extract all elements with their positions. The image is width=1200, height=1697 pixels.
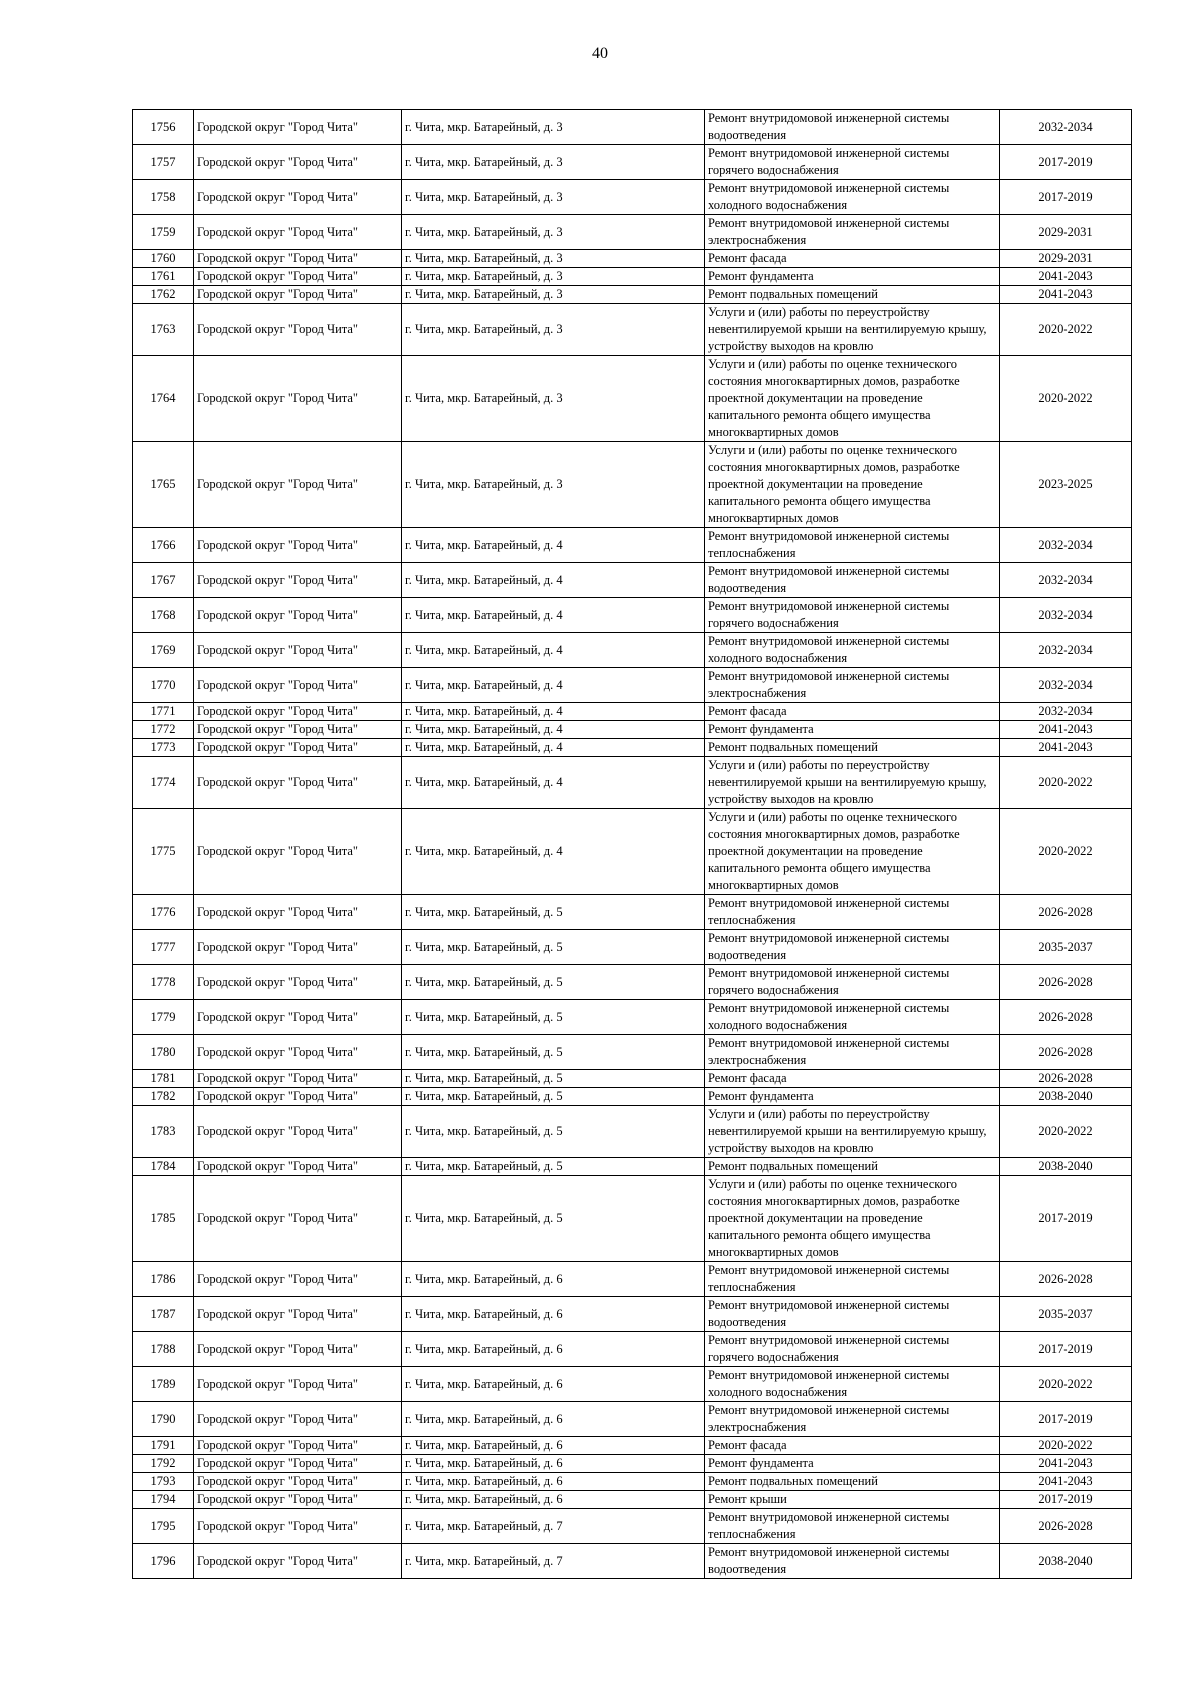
address-cell: г. Чита, мкр. Батарейный, д. 3 (402, 304, 705, 356)
address-cell: г. Чита, мкр. Батарейный, д. 4 (402, 703, 705, 721)
row-number-cell: 1769 (133, 633, 194, 668)
period-cell: 2017-2019 (1000, 1332, 1132, 1367)
municipality-cell: Городской округ "Город Чита" (194, 563, 402, 598)
row-number-cell: 1762 (133, 286, 194, 304)
address-cell: г. Чита, мкр. Батарейный, д. 3 (402, 110, 705, 145)
work-type-cell: Ремонт подвальных помещений (705, 739, 1000, 757)
row-number-cell: 1757 (133, 145, 194, 180)
municipality-cell: Городской округ "Город Чита" (194, 1473, 402, 1491)
address-cell: г. Чита, мкр. Батарейный, д. 6 (402, 1332, 705, 1367)
address-cell: г. Чита, мкр. Батарейный, д. 6 (402, 1367, 705, 1402)
municipality-cell: Городской округ "Город Чита" (194, 1544, 402, 1579)
address-cell: г. Чита, мкр. Батарейный, д. 5 (402, 965, 705, 1000)
table-row (133, 563, 1132, 598)
municipality-cell: Городской округ "Город Чита" (194, 739, 402, 757)
address-cell: г. Чита, мкр. Батарейный, д. 6 (402, 1297, 705, 1332)
municipality-cell: Городской округ "Город Чита" (194, 1437, 402, 1455)
table-row (133, 1297, 1132, 1332)
row-number-cell: 1788 (133, 1332, 194, 1367)
row-number-cell: 1795 (133, 1509, 194, 1544)
period-cell: 2020-2022 (1000, 809, 1132, 895)
work-type-cell: Ремонт внутридомовой инженерной системы холодного водоснабжения (705, 633, 1000, 668)
table-row (133, 1106, 1132, 1158)
table-row (133, 1437, 1132, 1455)
address-cell: г. Чита, мкр. Батарейный, д. 5 (402, 1088, 705, 1106)
table-row (133, 598, 1132, 633)
municipality-cell: Городской округ "Город Чита" (194, 528, 402, 563)
municipality-cell: Городской округ "Город Чита" (194, 1106, 402, 1158)
address-cell: г. Чита, мкр. Батарейный, д. 6 (402, 1455, 705, 1473)
table-row (133, 1332, 1132, 1367)
municipality-cell: Городской округ "Город Чита" (194, 1297, 402, 1332)
row-number-cell: 1782 (133, 1088, 194, 1106)
row-number-cell: 1785 (133, 1176, 194, 1262)
period-cell: 2020-2022 (1000, 757, 1132, 809)
municipality-cell: Городской округ "Город Чита" (194, 268, 402, 286)
period-cell: 2020-2022 (1000, 1437, 1132, 1455)
period-cell: 2032-2034 (1000, 703, 1132, 721)
work-type-cell: Ремонт фундамента (705, 721, 1000, 739)
address-cell: г. Чита, мкр. Батарейный, д. 5 (402, 1035, 705, 1070)
row-number-cell: 1763 (133, 304, 194, 356)
address-cell: г. Чита, мкр. Батарейный, д. 4 (402, 563, 705, 598)
work-type-cell: Ремонт внутридомовой инженерной системы горячего водоснабжения (705, 1332, 1000, 1367)
address-cell: г. Чита, мкр. Батарейный, д. 3 (402, 215, 705, 250)
table-row (133, 250, 1132, 268)
work-type-cell: Услуги и (или) работы по оценке технического состояния многоквартирных домов, разработке проектной документации на проведение капитального ремонта общего имущества многоквартирных домов (705, 442, 1000, 528)
work-type-cell: Ремонт внутридомовой инженерной системы водоотведения (705, 110, 1000, 145)
work-type-cell: Ремонт фундамента (705, 268, 1000, 286)
municipality-cell: Городской округ "Город Чита" (194, 180, 402, 215)
table-row (133, 1367, 1132, 1402)
address-cell: г. Чита, мкр. Батарейный, д. 7 (402, 1544, 705, 1579)
work-type-cell: Ремонт фасада (705, 1437, 1000, 1455)
period-cell: 2026-2028 (1000, 965, 1132, 1000)
address-cell: г. Чита, мкр. Батарейный, д. 5 (402, 1000, 705, 1035)
period-cell: 2032-2034 (1000, 668, 1132, 703)
work-type-cell: Услуги и (или) работы по переустройству невентилируемой крыши на вентилируемую крышу, устройству выходов на кровлю (705, 757, 1000, 809)
period-cell: 2029-2031 (1000, 215, 1132, 250)
row-number-cell: 1774 (133, 757, 194, 809)
row-number-cell: 1777 (133, 930, 194, 965)
work-type-cell: Ремонт внутридомовой инженерной системы холодного водоснабжения (705, 1000, 1000, 1035)
period-cell: 2032-2034 (1000, 110, 1132, 145)
period-cell: 2023-2025 (1000, 442, 1132, 528)
municipality-cell: Городской округ "Город Чита" (194, 1455, 402, 1473)
municipality-cell: Городской округ "Город Чита" (194, 1088, 402, 1106)
period-cell: 2026-2028 (1000, 1000, 1132, 1035)
work-type-cell: Ремонт подвальных помещений (705, 1473, 1000, 1491)
table-row (133, 930, 1132, 965)
table-row (133, 721, 1132, 739)
table-row (133, 1544, 1132, 1579)
table-row (133, 1035, 1132, 1070)
work-type-cell: Ремонт фасада (705, 250, 1000, 268)
municipality-cell: Городской округ "Город Чита" (194, 1367, 402, 1402)
work-type-cell: Ремонт внутридомовой инженерной системы водоотведения (705, 1297, 1000, 1332)
row-number-cell: 1761 (133, 268, 194, 286)
period-cell: 2029-2031 (1000, 250, 1132, 268)
work-type-cell: Ремонт фундамента (705, 1088, 1000, 1106)
period-cell: 2038-2040 (1000, 1158, 1132, 1176)
address-cell: г. Чита, мкр. Батарейный, д. 3 (402, 180, 705, 215)
work-type-cell: Ремонт внутридомовой инженерной системы водоотведения (705, 563, 1000, 598)
municipality-cell: Городской округ "Город Чита" (194, 965, 402, 1000)
row-number-cell: 1770 (133, 668, 194, 703)
table-row (133, 965, 1132, 1000)
row-number-cell: 1778 (133, 965, 194, 1000)
work-type-cell: Услуги и (или) работы по оценке технического состояния многоквартирных домов, разработке проектной документации на проведение капитального ремонта общего имущества многоквартирных домов (705, 1176, 1000, 1262)
period-cell: 2020-2022 (1000, 1367, 1132, 1402)
row-number-cell: 1760 (133, 250, 194, 268)
address-cell: г. Чита, мкр. Батарейный, д. 3 (402, 268, 705, 286)
municipality-cell: Городской округ "Город Чита" (194, 668, 402, 703)
table-row (133, 286, 1132, 304)
row-number-cell: 1764 (133, 356, 194, 442)
address-cell: г. Чита, мкр. Батарейный, д. 3 (402, 356, 705, 442)
work-type-cell: Ремонт подвальных помещений (705, 1158, 1000, 1176)
row-number-cell: 1793 (133, 1473, 194, 1491)
period-cell: 2032-2034 (1000, 563, 1132, 598)
municipality-cell: Городской округ "Город Чита" (194, 110, 402, 145)
table-row (133, 703, 1132, 721)
period-cell: 2020-2022 (1000, 1106, 1132, 1158)
table-row (133, 528, 1132, 563)
period-cell: 2038-2040 (1000, 1088, 1132, 1106)
period-cell: 2032-2034 (1000, 528, 1132, 563)
work-type-cell: Услуги и (или) работы по переустройству невентилируемой крыши на вентилируемую крышу, устройству выходов на кровлю (705, 304, 1000, 356)
municipality-cell: Городской округ "Город Чита" (194, 1262, 402, 1297)
municipality-cell: Городской округ "Город Чита" (194, 1158, 402, 1176)
table-row (133, 442, 1132, 528)
municipality-cell: Городской округ "Город Чита" (194, 703, 402, 721)
work-type-cell: Ремонт внутридомовой инженерной системы теплоснабжения (705, 895, 1000, 930)
municipality-cell: Городской округ "Город Чита" (194, 442, 402, 528)
work-type-cell: Услуги и (или) работы по оценке технического состояния многоквартирных домов, разработке проектной документации на проведение капитального ремонта общего имущества многоквартирных домов (705, 809, 1000, 895)
row-number-cell: 1779 (133, 1000, 194, 1035)
period-cell: 2017-2019 (1000, 1491, 1132, 1509)
municipality-cell: Городской округ "Город Чита" (194, 1035, 402, 1070)
work-type-cell: Ремонт внутридомовой инженерной системы электроснабжения (705, 1035, 1000, 1070)
municipality-cell: Городской округ "Город Чита" (194, 1070, 402, 1088)
table-row (133, 304, 1132, 356)
work-type-cell: Ремонт внутридомовой инженерной системы водоотведения (705, 1544, 1000, 1579)
period-cell: 2032-2034 (1000, 598, 1132, 633)
municipality-cell: Городской округ "Город Чита" (194, 215, 402, 250)
address-cell: г. Чита, мкр. Батарейный, д. 5 (402, 930, 705, 965)
table-row (133, 180, 1132, 215)
row-number-cell: 1772 (133, 721, 194, 739)
table-row (133, 757, 1132, 809)
period-cell: 2041-2043 (1000, 721, 1132, 739)
row-number-cell: 1756 (133, 110, 194, 145)
row-number-cell: 1759 (133, 215, 194, 250)
municipality-cell: Городской округ "Город Чита" (194, 721, 402, 739)
page-number: 40 (592, 45, 608, 62)
municipality-cell: Городской округ "Город Чита" (194, 1332, 402, 1367)
period-cell: 2017-2019 (1000, 1176, 1132, 1262)
address-cell: г. Чита, мкр. Батарейный, д. 6 (402, 1437, 705, 1455)
address-cell: г. Чита, мкр. Батарейный, д. 4 (402, 721, 705, 739)
address-cell: г. Чита, мкр. Батарейный, д. 4 (402, 739, 705, 757)
row-number-cell: 1780 (133, 1035, 194, 1070)
row-number-cell: 1781 (133, 1070, 194, 1088)
address-cell: г. Чита, мкр. Батарейный, д. 3 (402, 442, 705, 528)
address-cell: г. Чита, мкр. Батарейный, д. 6 (402, 1473, 705, 1491)
address-cell: г. Чита, мкр. Батарейный, д. 5 (402, 1106, 705, 1158)
period-cell: 2038-2040 (1000, 1544, 1132, 1579)
address-cell: г. Чита, мкр. Батарейный, д. 5 (402, 1158, 705, 1176)
table-row (133, 1088, 1132, 1106)
address-cell: г. Чита, мкр. Батарейный, д. 3 (402, 145, 705, 180)
period-cell: 2020-2022 (1000, 304, 1132, 356)
municipality-cell: Городской округ "Город Чита" (194, 304, 402, 356)
address-cell: г. Чита, мкр. Батарейный, д. 7 (402, 1509, 705, 1544)
address-cell: г. Чита, мкр. Батарейный, д. 3 (402, 286, 705, 304)
work-type-cell: Ремонт внутридомовой инженерной системы теплоснабжения (705, 1509, 1000, 1544)
address-cell: г. Чита, мкр. Батарейный, д. 4 (402, 668, 705, 703)
address-cell: г. Чита, мкр. Батарейный, д. 5 (402, 1070, 705, 1088)
municipality-cell: Городской округ "Город Чита" (194, 1402, 402, 1437)
municipality-cell: Городской округ "Город Чита" (194, 1000, 402, 1035)
period-cell: 2020-2022 (1000, 356, 1132, 442)
row-number-cell: 1758 (133, 180, 194, 215)
table-row (133, 356, 1132, 442)
period-cell: 2035-2037 (1000, 930, 1132, 965)
work-type-cell: Ремонт подвальных помещений (705, 286, 1000, 304)
row-number-cell: 1775 (133, 809, 194, 895)
row-number-cell: 1794 (133, 1491, 194, 1509)
row-number-cell: 1773 (133, 739, 194, 757)
work-type-cell: Услуги и (или) работы по оценке технического состояния многоквартирных домов, разработке проектной документации на проведение капитального ремонта общего имущества многоквартирных домов (705, 356, 1000, 442)
work-type-cell: Услуги и (или) работы по переустройству невентилируемой крыши на вентилируемую крышу, устройству выходов на кровлю (705, 1106, 1000, 1158)
address-cell: г. Чита, мкр. Батарейный, д. 5 (402, 895, 705, 930)
work-type-cell: Ремонт фасада (705, 1070, 1000, 1088)
work-type-cell: Ремонт внутридомовой инженерной системы холодного водоснабжения (705, 180, 1000, 215)
work-type-cell: Ремонт крыши (705, 1491, 1000, 1509)
address-cell: г. Чита, мкр. Батарейный, д. 6 (402, 1402, 705, 1437)
table-row (133, 1070, 1132, 1088)
table-row (133, 1473, 1132, 1491)
municipality-cell: Городской округ "Город Чита" (194, 1176, 402, 1262)
table-row (133, 809, 1132, 895)
address-cell: г. Чита, мкр. Батарейный, д. 4 (402, 528, 705, 563)
work-type-cell: Ремонт внутридомовой инженерной системы теплоснабжения (705, 528, 1000, 563)
work-type-cell: Ремонт внутридомовой инженерной системы электроснабжения (705, 668, 1000, 703)
address-cell: г. Чита, мкр. Батарейный, д. 4 (402, 757, 705, 809)
capital-repair-table (132, 109, 1132, 1579)
row-number-cell: 1790 (133, 1402, 194, 1437)
address-cell: г. Чита, мкр. Батарейный, д. 4 (402, 633, 705, 668)
municipality-cell: Городской округ "Город Чита" (194, 145, 402, 180)
table-row (133, 895, 1132, 930)
period-cell: 2041-2043 (1000, 1455, 1132, 1473)
table-row (133, 215, 1132, 250)
row-number-cell: 1771 (133, 703, 194, 721)
table-row (133, 145, 1132, 180)
row-number-cell: 1792 (133, 1455, 194, 1473)
work-type-cell: Ремонт внутридомовой инженерной системы теплоснабжения (705, 1262, 1000, 1297)
table-body (133, 110, 1132, 1579)
municipality-cell: Городской округ "Город Чита" (194, 1509, 402, 1544)
table-row (133, 1176, 1132, 1262)
period-cell: 2041-2043 (1000, 286, 1132, 304)
work-type-cell: Ремонт внутридомовой инженерной системы электроснабжения (705, 215, 1000, 250)
address-cell: г. Чита, мкр. Батарейный, д. 6 (402, 1262, 705, 1297)
row-number-cell: 1776 (133, 895, 194, 930)
period-cell: 2041-2043 (1000, 739, 1132, 757)
row-number-cell: 1796 (133, 1544, 194, 1579)
table-row (133, 739, 1132, 757)
address-cell: г. Чита, мкр. Батарейный, д. 6 (402, 1491, 705, 1509)
row-number-cell: 1766 (133, 528, 194, 563)
period-cell: 2026-2028 (1000, 895, 1132, 930)
row-number-cell: 1786 (133, 1262, 194, 1297)
work-type-cell: Ремонт внутридомовой инженерной системы электроснабжения (705, 1402, 1000, 1437)
period-cell: 2035-2037 (1000, 1297, 1132, 1332)
table-row (133, 1509, 1132, 1544)
row-number-cell: 1765 (133, 442, 194, 528)
work-type-cell: Ремонт внутридомовой инженерной системы водоотведения (705, 930, 1000, 965)
table-row (133, 1000, 1132, 1035)
table-row (133, 1491, 1132, 1509)
municipality-cell: Городской округ "Город Чита" (194, 286, 402, 304)
row-number-cell: 1789 (133, 1367, 194, 1402)
municipality-cell: Городской округ "Город Чита" (194, 895, 402, 930)
municipality-cell: Городской округ "Город Чита" (194, 809, 402, 895)
period-cell: 2017-2019 (1000, 1402, 1132, 1437)
row-number-cell: 1784 (133, 1158, 194, 1176)
period-cell: 2026-2028 (1000, 1035, 1132, 1070)
municipality-cell: Городской округ "Город Чита" (194, 356, 402, 442)
table-row (133, 1402, 1132, 1437)
work-type-cell: Ремонт внутридомовой инженерной системы горячего водоснабжения (705, 965, 1000, 1000)
period-cell: 2017-2019 (1000, 180, 1132, 215)
table-row (133, 110, 1132, 145)
municipality-cell: Городской округ "Город Чита" (194, 250, 402, 268)
table-row (133, 1455, 1132, 1473)
table-row (133, 668, 1132, 703)
work-type-cell: Ремонт фундамента (705, 1455, 1000, 1473)
row-number-cell: 1791 (133, 1437, 194, 1455)
period-cell: 2026-2028 (1000, 1262, 1132, 1297)
table-row (133, 1158, 1132, 1176)
table-row (133, 1262, 1132, 1297)
municipality-cell: Городской округ "Город Чита" (194, 598, 402, 633)
period-cell: 2026-2028 (1000, 1509, 1132, 1544)
municipality-cell: Городской округ "Город Чита" (194, 633, 402, 668)
row-number-cell: 1768 (133, 598, 194, 633)
table-row (133, 633, 1132, 668)
table-row (133, 268, 1132, 286)
work-type-cell: Ремонт внутридомовой инженерной системы горячего водоснабжения (705, 598, 1000, 633)
address-cell: г. Чита, мкр. Батарейный, д. 4 (402, 598, 705, 633)
period-cell: 2032-2034 (1000, 633, 1132, 668)
period-cell: 2041-2043 (1000, 1473, 1132, 1491)
period-cell: 2017-2019 (1000, 145, 1132, 180)
municipality-cell: Городской округ "Город Чита" (194, 757, 402, 809)
municipality-cell: Городской округ "Город Чита" (194, 1491, 402, 1509)
work-type-cell: Ремонт внутридомовой инженерной системы горячего водоснабжения (705, 145, 1000, 180)
row-number-cell: 1767 (133, 563, 194, 598)
address-cell: г. Чита, мкр. Батарейный, д. 4 (402, 809, 705, 895)
address-cell: г. Чита, мкр. Батарейный, д. 3 (402, 250, 705, 268)
row-number-cell: 1787 (133, 1297, 194, 1332)
period-cell: 2026-2028 (1000, 1070, 1132, 1088)
work-type-cell: Ремонт фасада (705, 703, 1000, 721)
municipality-cell: Городской округ "Город Чита" (194, 930, 402, 965)
work-type-cell: Ремонт внутридомовой инженерной системы холодного водоснабжения (705, 1367, 1000, 1402)
period-cell: 2041-2043 (1000, 268, 1132, 286)
row-number-cell: 1783 (133, 1106, 194, 1158)
address-cell: г. Чита, мкр. Батарейный, д. 5 (402, 1176, 705, 1262)
